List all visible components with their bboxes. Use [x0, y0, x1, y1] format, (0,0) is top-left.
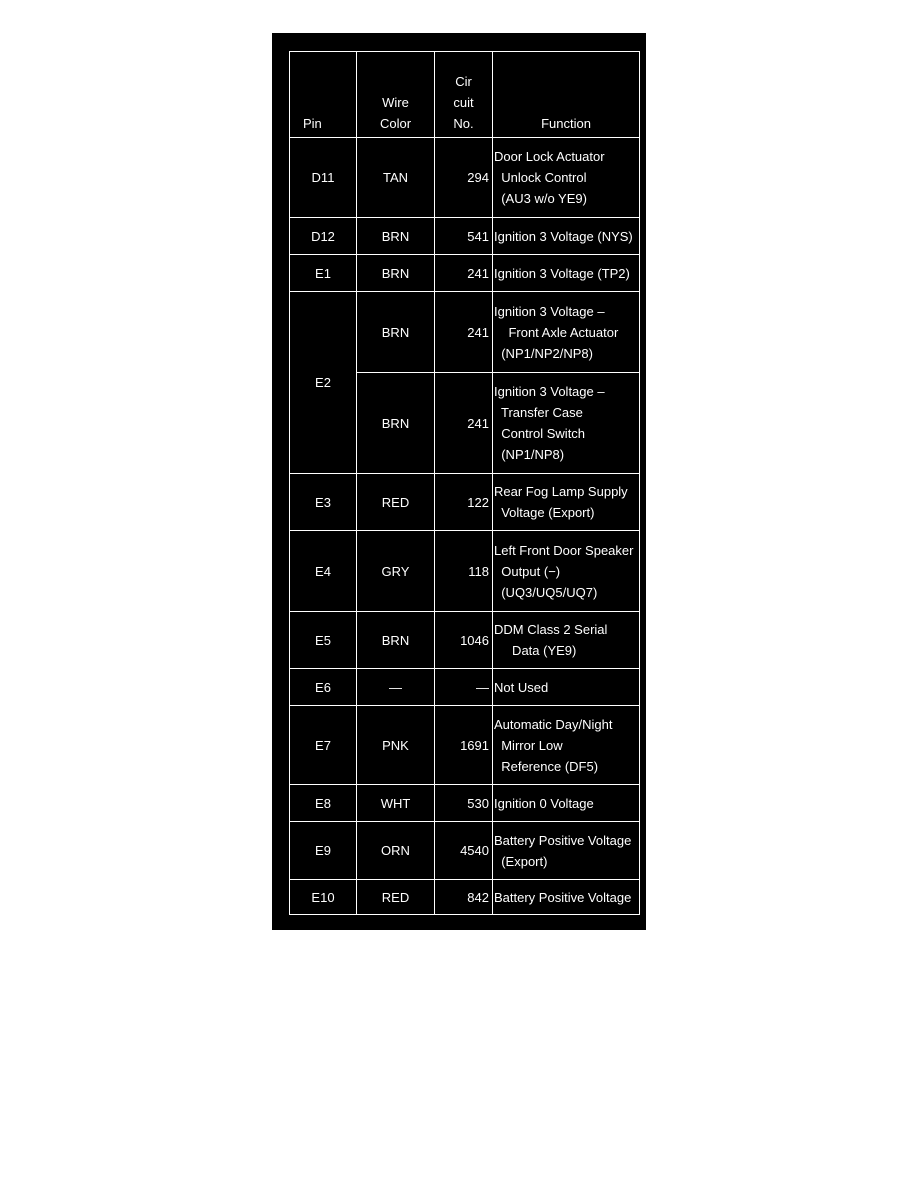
function-line: (AU3 w/o YE9)	[494, 191, 587, 206]
wire-color-cell: —	[357, 669, 435, 706]
header-circuit-no: Cir cuit No.	[435, 52, 493, 138]
pin-cell: E6	[290, 669, 357, 706]
function-line: (Export)	[494, 853, 548, 869]
wire-color-cell: RED	[357, 880, 435, 915]
function-cell	[493, 612, 640, 669]
function-line: Data (YE9)	[494, 643, 577, 658]
function-cell	[493, 218, 640, 255]
header-pin: Pin	[290, 52, 357, 138]
function-line: Automatic Day/Night	[494, 716, 613, 732]
header-wire-color: Wire Color	[357, 52, 435, 138]
header-function: Function	[493, 52, 640, 138]
pin-cell: E4	[290, 531, 357, 612]
function-cell	[493, 255, 640, 292]
wire-color-cell: GRY	[357, 531, 435, 612]
pin-cell: E7	[290, 706, 357, 785]
function-cell	[493, 880, 640, 915]
circuit-cell: 241	[435, 373, 493, 474]
circuit-cell: 842	[435, 880, 493, 915]
circuit-cell: 1046	[435, 612, 493, 669]
function-line: Front Axle Actuator	[494, 324, 619, 340]
pin-cell: E2	[290, 292, 357, 474]
wire-color-cell: ORN	[357, 822, 435, 880]
pin-cell: D12	[290, 218, 357, 255]
wire-color-cell: WHT	[357, 785, 435, 822]
pin-cell: E8	[290, 785, 357, 822]
circuit-cell: 541	[435, 218, 493, 255]
wire-color-cell: BRN	[357, 612, 435, 669]
function-line: Reference (DF5)	[494, 758, 599, 774]
table-row	[290, 218, 640, 255]
function-cell	[493, 822, 640, 880]
function-cell	[493, 373, 640, 474]
table-row	[290, 706, 640, 785]
table-row	[290, 612, 640, 669]
function-line: Ignition 3 Voltage –	[494, 384, 605, 399]
wire-color-cell: TAN	[357, 138, 435, 218]
function-line: Ignition 0 Voltage	[494, 795, 594, 811]
wire-color-cell: BRN	[357, 292, 435, 373]
function-line: Rear Fog Lamp Supply	[494, 484, 628, 499]
function-line: (NP1/NP8)	[494, 447, 565, 462]
circuit-cell: 122	[435, 474, 493, 531]
table-row	[290, 669, 640, 706]
circuit-cell: 1691	[435, 706, 493, 785]
pin-cell: E5	[290, 612, 357, 669]
function-line: Ignition 3 Voltage (TP2)	[494, 265, 630, 281]
function-line: Output (−)	[494, 563, 561, 579]
function-cell	[493, 292, 640, 373]
function-line: Control Switch	[494, 426, 586, 441]
table-row	[290, 822, 640, 880]
function-line: DDM Class 2 Serial	[494, 622, 608, 637]
function-line: (UQ3/UQ5/UQ7)	[494, 584, 598, 600]
table-header-row	[290, 52, 640, 138]
pin-cell: E10	[290, 880, 357, 915]
table-row	[290, 292, 640, 373]
table-row	[290, 255, 640, 292]
function-line: Not Used	[494, 679, 549, 695]
function-line: Left Front Door Speaker	[494, 542, 634, 558]
wire-color-cell: PNK	[357, 706, 435, 785]
table-row	[290, 880, 640, 915]
function-line: Battery Positive Voltage	[494, 832, 632, 848]
pin-cell: E1	[290, 255, 357, 292]
pin-cell: E9	[290, 822, 357, 880]
circuit-cell: 118	[435, 531, 493, 612]
function-line: (NP1/NP2/NP8)	[494, 345, 593, 361]
function-cell	[493, 138, 640, 218]
circuit-cell: —	[435, 669, 493, 706]
connector-pinout-table	[289, 51, 640, 915]
table-row	[290, 138, 640, 218]
circuit-cell: 241	[435, 255, 493, 292]
function-line: Ignition 3 Voltage –	[494, 303, 605, 319]
table-row	[290, 531, 640, 612]
table-row	[290, 785, 640, 822]
function-cell	[493, 669, 640, 706]
function-cell	[493, 474, 640, 531]
pin-cell: E3	[290, 474, 357, 531]
function-line: Transfer Case	[494, 405, 583, 420]
table-row	[290, 474, 640, 531]
function-line: Battery Positive Voltage	[494, 889, 632, 905]
pin-cell: D11	[290, 138, 357, 218]
wire-color-cell: BRN	[357, 373, 435, 474]
function-line: Door Lock Actuator	[494, 149, 605, 164]
wire-color-cell: BRN	[357, 218, 435, 255]
circuit-cell: 241	[435, 292, 493, 373]
function-line: Unlock Control	[494, 170, 587, 185]
function-line: Ignition 3 Voltage (NYS)	[494, 228, 633, 244]
function-line: Voltage (Export)	[494, 505, 595, 520]
function-cell	[493, 785, 640, 822]
circuit-cell: 294	[435, 138, 493, 218]
wire-color-cell: BRN	[357, 255, 435, 292]
function-cell	[493, 531, 640, 612]
wire-color-cell: RED	[357, 474, 435, 531]
circuit-cell: 4540	[435, 822, 493, 880]
function-line: Mirror Low	[494, 737, 563, 753]
circuit-cell: 530	[435, 785, 493, 822]
function-cell	[493, 706, 640, 785]
